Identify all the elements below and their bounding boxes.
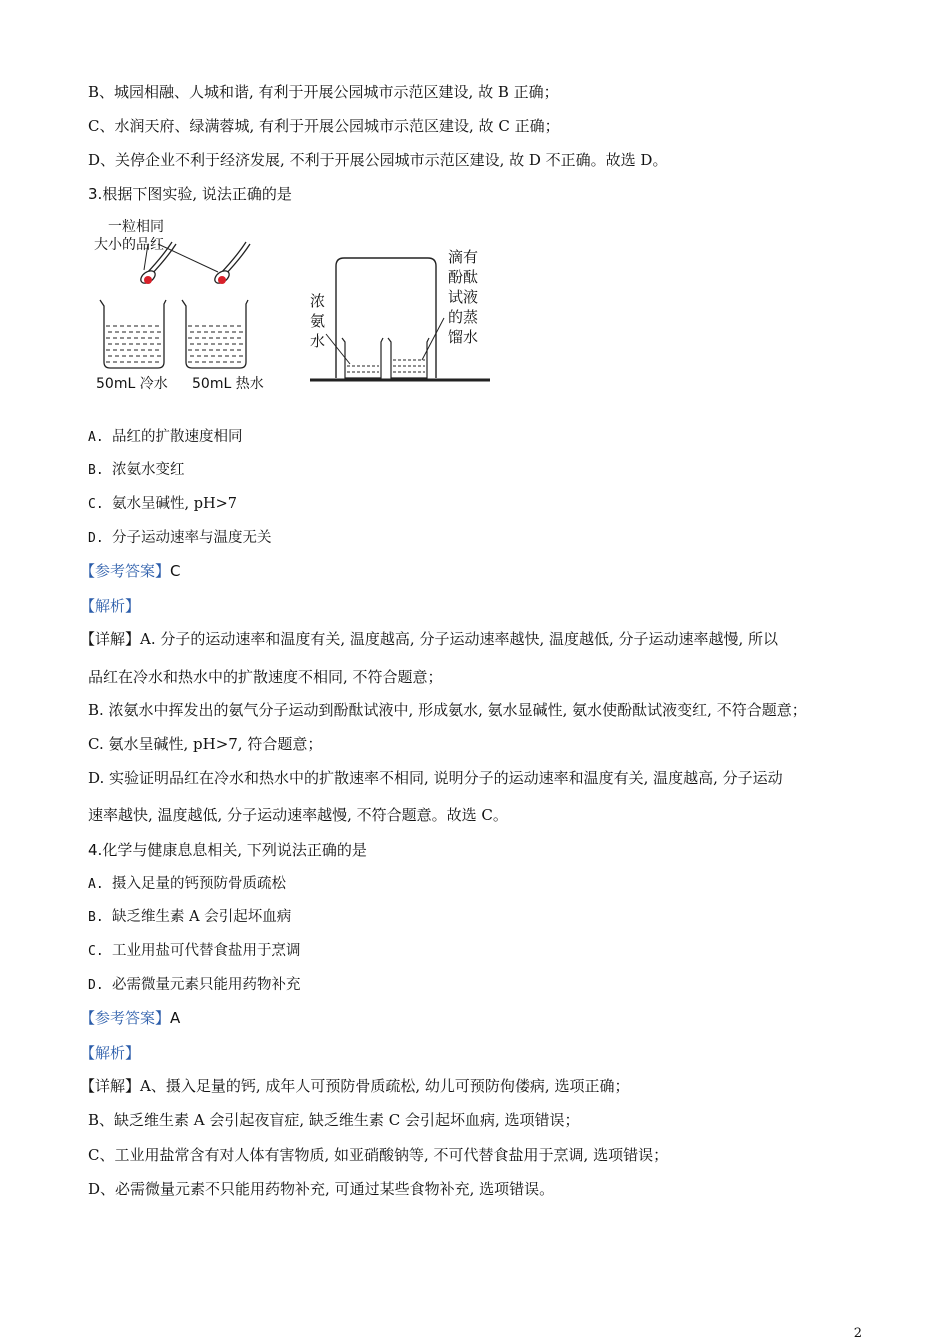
q3-experiment-figure: [88, 214, 498, 394]
ammonia-label-1: 浓: [310, 292, 326, 310]
q4-stem: [88, 840, 367, 860]
q4-option-b: B. 缺乏维生素 A 会引起坏血病: [88, 909, 292, 925]
beaker-hot-icon: [182, 300, 248, 368]
dye-grain-left-icon: [144, 276, 152, 284]
phenol-label-3: 试液: [448, 288, 479, 306]
beaker-cold-icon: [100, 300, 166, 368]
q4-option-a: A. 摄入足量的钙预防骨质疏松: [88, 876, 286, 892]
q4-analysis-tag: 【解析】: [80, 1044, 141, 1062]
q4-detail-4: D、必需微量元素不只能用药物补充, 可通过某些食物补充, 选项错误。: [88, 1180, 555, 1198]
page-number: 2: [853, 1326, 862, 1341]
q3-detail-6: 速率越快, 温度越低, 分子运动速率越慢, 不符合题意。故选 C。: [88, 806, 508, 824]
q3-answer-tag: 【参考答案】: [80, 562, 171, 580]
phenol-label-1: 滴有: [448, 248, 479, 266]
q4-answer: [80, 1008, 180, 1028]
q3-detail-2: 品红在冷水和热水中的扩散速度不相同, 不符合题意；: [88, 668, 443, 686]
ammonia-label-3: 水: [310, 332, 326, 350]
q3-option-c: C. 氨水呈碱性, pH>7: [88, 496, 238, 512]
pin-label-1: 一粒相同: [108, 219, 164, 235]
q3-detail-4: C. 氨水呈碱性, pH>7, 符合题意；: [88, 735, 323, 753]
q3-option-d: D. 分子运动速率与温度无关: [88, 530, 272, 546]
pin-label-2: 大小的品红: [94, 237, 164, 253]
q4-detail-1: 【详解】A、摄入足量的钙, 成年人可预防骨质疏松, 幼儿可预防佝偻病, 选项正确；: [80, 1077, 630, 1095]
phenol-label-2: 酚酞: [448, 268, 479, 286]
q4-number: 4: [88, 841, 98, 859]
phenol-label-5: 馏水: [448, 328, 479, 346]
phenolphthalein-pointer-line: [422, 318, 444, 360]
q3-detail-5: D. 实验证明品红在冷水和热水中的扩散速率不相同, 说明分子的运动速率和温度有关, 温度越高, 分子运动: [88, 769, 783, 787]
q3-answer-value: C: [170, 562, 181, 580]
q3-stem-text: .根据下图实验, 说法正确的是: [97, 185, 292, 203]
beaker-ammonia-icon: [342, 338, 383, 378]
intro-line-1: B、城园相融、人城和谐, 有利于开展公园城市示范区建设, 故 B 正确；: [88, 83, 559, 101]
q4-option-d: D. 必需微量元素只能用药物补充: [88, 977, 301, 993]
q3-option-b: B. 浓氨水变红: [88, 462, 185, 478]
q4-detail-2: B、缺乏维生素 A 会引起夜盲症, 缺乏维生素 C 会引起坏血病, 选项错误；: [88, 1111, 580, 1129]
q3-stem: [88, 184, 292, 204]
q4-stem-text: .化学与健康息息相关, 下列说法正确的是: [97, 841, 367, 859]
q3-number: 3: [88, 185, 98, 203]
q3-detail-1: 【详解】A. 分子的运动速率和温度有关, 温度越高, 分子运动速率越快, 温度越低, 分子运动速率越慢, 所以: [80, 630, 779, 648]
q3-analysis-tag: 【解析】: [80, 597, 141, 615]
beaker-hot-label: 50mL 热水: [192, 376, 264, 392]
q4-answer-value: A: [170, 1009, 181, 1027]
q4-detail-3: C、工业用盐常含有对人体有害物质, 如亚硝酸钠等, 不可代替食盐用于烹调, 选项错误；: [88, 1146, 669, 1164]
q3-detail-3: B. 浓氨水中挥发出的氨气分子运动到酚酞试液中, 形成氨水, 氨水显碱性, 氨水使酚酞试液变红, 不符合题意；: [88, 701, 807, 719]
ammonia-pointer-line: [326, 334, 350, 364]
q4-option-c: C. 工业用盐可代替食盐用于烹调: [88, 943, 301, 959]
label-pointer-line-2: [158, 244, 218, 272]
q3-answer: [80, 561, 181, 581]
intro-line-3: D、关停企业不利于经济发展, 不利于开展公园城市示范区建设, 故 D 不正确。故选 D。: [88, 151, 668, 169]
beaker-cold-label: 50mL 冷水: [96, 376, 168, 392]
dye-grain-right-icon: [218, 276, 226, 284]
q4-answer-tag: 【参考答案】: [80, 1009, 171, 1027]
ammonia-label-2: 氨: [310, 312, 326, 330]
q3-option-a: A. 品红的扩散速度相同: [88, 429, 243, 445]
intro-line-2: C、水润天府、绿满蓉城, 有利于开展公园城市示范区建设, 故 C 正确；: [88, 117, 560, 135]
phenol-label-4: 的蒸: [448, 308, 479, 326]
